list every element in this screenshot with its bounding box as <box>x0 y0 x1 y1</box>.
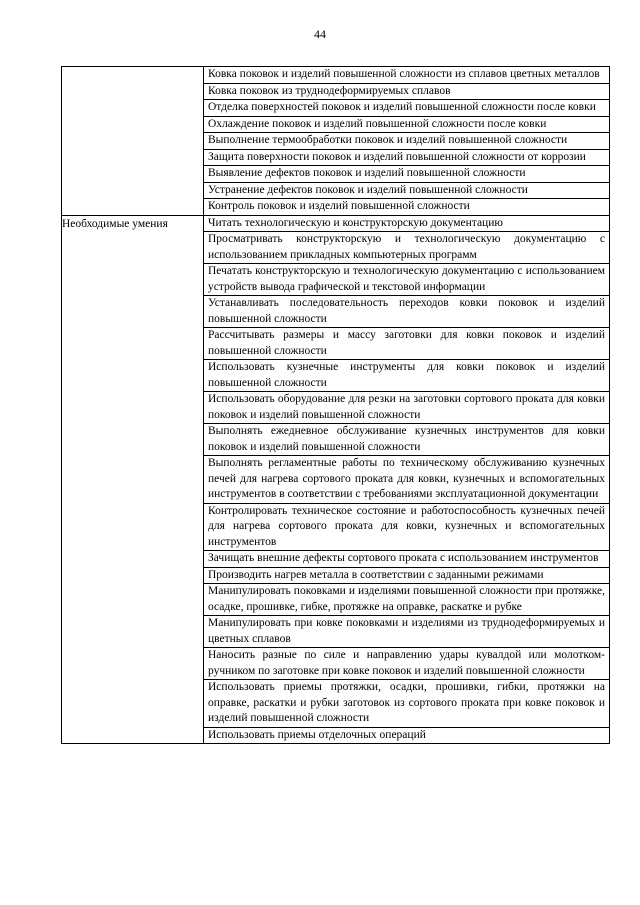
list-item: Использовать кузнечные инструменты для ковки поковок и изделий повышенной сложности <box>204 359 609 391</box>
list-item: Печатать конструкторскую и технологическую документацию с использованием устройств вывода графической и текстовой информации <box>204 263 609 295</box>
section-label-cell <box>62 67 204 216</box>
section-items-cell <box>204 67 610 216</box>
page-number: 44 <box>314 27 326 41</box>
list-item: Производить нагрев металла в соответствии с заданными режимами <box>204 567 609 584</box>
list-item: Зачищать внешние дефекты сортового проката с использованием инструментов <box>204 550 609 567</box>
list-item: Выполнение термообработки поковок и изделий повышенной сложности <box>204 132 609 149</box>
competency-table <box>61 66 610 744</box>
list-item: Использовать приемы отделочных операций <box>204 727 609 744</box>
list-item: Ковка поковок и изделий повышенной сложности из сплавов цветных металлов <box>208 68 600 80</box>
list-item: Наносить разные по силе и направлению удары кувалдой или молотком-ручником по заготовке при ковке поковок и изделий повышенной сложности <box>204 647 609 679</box>
list-item: Защита поверхности поковок и изделий повышенной сложности от коррозии <box>204 149 609 166</box>
list-item: Выявление дефектов поковок и изделий повышенной сложности <box>204 165 609 182</box>
list-item: Рассчитывать размеры и массу заготовки для ковки поковок и изделий повышенной сложности <box>204 327 609 359</box>
list-item: Отделка поверхностей поковок и изделий повышенной сложности после ковки <box>204 99 609 116</box>
list-item: Использовать приемы протяжки, осадки, прошивки, гибки, протяжки на оправке, раскатки и рубки заготовок из сортового проката при ковке поковок и изделий повышенной сложности <box>204 679 609 727</box>
list-item: Охлаждение поковок и изделий повышенной сложности после ковки <box>204 116 609 133</box>
list-item: Использовать оборудование для резки на заготовки сортового проката для ковки поковок и изделий повышенной сложности <box>204 391 609 423</box>
list-item: Выполнять регламентные работы по техническому обслуживанию кузнечных печей для нагрева сортового проката для ковки, кузнечных и вспомогательных инструментов в соответствии с требованиями эксплуатационной документации <box>204 455 609 503</box>
section-label <box>62 67 203 68</box>
list-item: Устанавливать последовательность переходов ковки поковок и изделий повышенной сложности <box>204 295 609 327</box>
list-item: Ковка поковок из труднодеформируемых сплавов <box>204 83 609 100</box>
section-label-cell <box>62 215 204 744</box>
table-body <box>62 67 610 744</box>
list-item: Читать технологическую и конструкторскую документацию <box>208 216 503 229</box>
list-item: Контроль поковок и изделий повышенной сложности <box>204 198 609 215</box>
list-item: Манипулировать при ковке поковками и изделиями из труднодеформируемых и цветных сплавов <box>204 615 609 647</box>
section-items-cell <box>204 215 610 744</box>
table-row <box>62 215 610 744</box>
list-item: Контролировать техническое состояние и работоспособность кузнечных печей для нагрева сортового проката для ковки, кузнечных и вспомогательных инструментов <box>204 503 609 551</box>
section-label: Необходимые умения <box>62 217 168 230</box>
list-item: Выполнять ежедневное обслуживание кузнечных инструментов для ковки поковок и изделий повышенной сложности <box>204 423 609 455</box>
list-item: Устранение дефектов поковок и изделий повышенной сложности <box>204 182 609 199</box>
list-item: Манипулировать поковками и изделиями повышенной сложности при протяжке, осадке, прошивке, гибке, протяжке на оправке, раскатке и рубке <box>204 583 609 615</box>
list-item: Просматривать конструкторскую и технологическую документацию с использованием прикладных компьютерных программ <box>204 231 609 263</box>
table-row <box>62 67 610 216</box>
